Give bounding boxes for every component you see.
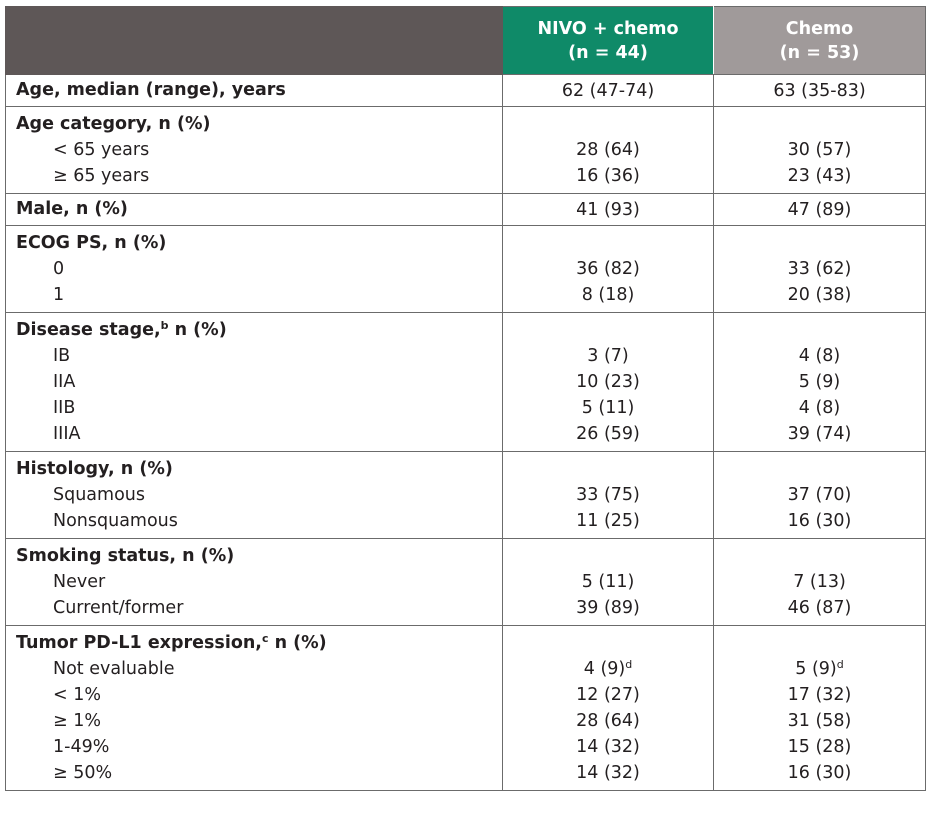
cell-chemo: 37 (70) — [787, 485, 852, 505]
cell-nivo: 5 (11) — [581, 572, 635, 592]
cell-chemo: 17 (32) — [787, 685, 852, 705]
cell-chemo: 31 (58) — [787, 711, 852, 731]
header-chemo-n: (n = 53) — [779, 42, 860, 63]
cell-chemo: 39 (74) — [787, 424, 852, 444]
table-row-male — [6, 194, 926, 226]
cell-chemo: 63 (35-83) — [714, 75, 926, 107]
sub-label: IIA — [53, 372, 76, 392]
cell-chemo: 7 (13) — [793, 572, 846, 592]
row-label: Smoking status, n (%) — [16, 546, 235, 566]
header-nivo-title: NIVO + chemo — [537, 18, 679, 39]
cell-chemo: 5 $(9)^d$ — [795, 658, 844, 679]
row-label: Age, median (range), years — [16, 80, 286, 100]
cell-nivo: 11 (25) — [576, 511, 640, 531]
cell-chemo: 16 (30) — [787, 763, 852, 783]
sub-label: IB — [53, 346, 71, 366]
header-nivo-n: (n = 44) — [568, 42, 648, 63]
cell-nivo: 10 (23) — [576, 372, 640, 392]
baseline-characteristics-table — [5, 6, 926, 791]
cell-nivo: 26 (59) — [576, 424, 640, 444]
sub-label: Current/former — [53, 598, 184, 618]
cell-nivo: 16 (36) — [576, 166, 640, 186]
sub-label: ≥ 50% — [53, 763, 113, 783]
cell-nivo: 39 (89) — [576, 598, 640, 618]
table-row-ecog — [6, 226, 926, 313]
row-label: Disease stage,$^b$ n (%) — [16, 319, 227, 340]
footnote-marker: d — [836, 658, 844, 671]
cell-chemo: 30 (57) — [787, 140, 852, 160]
cell-nivo: 5 (11) — [581, 398, 635, 418]
cell-chemo: 47 (89) — [714, 194, 926, 226]
cell-chemo: 4 (8) — [798, 346, 841, 366]
cell-chemo: 15 (28) — [787, 737, 852, 757]
header-nivo-chemo — [503, 7, 714, 75]
sub-label: 1 — [53, 285, 65, 305]
footnote-marker: b — [160, 319, 169, 332]
cell-nivo: 4 $(9)^d$ — [583, 658, 633, 679]
cell-nivo: 41 (93) — [503, 194, 714, 226]
sub-label: IIB — [53, 398, 76, 418]
cell-chemo: 5 (9) — [798, 372, 841, 392]
cell-nivo: 14 (32) — [576, 763, 640, 783]
cell-nivo: 62 (47-74) — [503, 75, 714, 107]
cell-chemo: 33 (62) — [787, 259, 852, 279]
row-label: Male, n (%) — [16, 199, 128, 219]
cell-nivo: 14 (32) — [576, 737, 640, 757]
cell-nivo: 36 (82) — [576, 259, 640, 279]
header-blank-cell — [6, 7, 503, 75]
cell-chemo: 4 (8) — [798, 398, 841, 418]
sub-label: 1-49% — [53, 737, 110, 757]
footnote-marker: c — [261, 632, 269, 645]
table-row-age-median — [6, 75, 926, 107]
header-row — [6, 7, 926, 75]
row-label: Age category, n (%) — [16, 114, 211, 134]
sub-label: 0 — [53, 259, 65, 279]
table-row-smoking — [6, 539, 926, 626]
cell-nivo: 33 (75) — [576, 485, 640, 505]
sub-label: Never — [53, 572, 106, 592]
cell-nivo: 12 (27) — [576, 685, 640, 705]
cell-nivo: 3 (7) — [587, 346, 629, 366]
cell-chemo: 16 (30) — [787, 511, 852, 531]
header-chemo — [714, 7, 926, 75]
sub-label: Squamous — [53, 485, 145, 505]
row-label: Tumor PD-L1 expression,$^c$ n (%) — [16, 632, 327, 653]
footnote-marker: d — [625, 658, 633, 671]
cell-nivo: 8 (18) — [581, 285, 635, 305]
cell-nivo: 28 (64) — [576, 140, 640, 160]
sub-label: Nonsquamous — [53, 511, 178, 531]
cell-chemo: 20 (38) — [787, 285, 852, 305]
sub-label: ≥ 65 years — [53, 166, 150, 186]
sub-label: Not evaluable — [53, 659, 175, 679]
row-label: ECOG PS, n (%) — [16, 233, 167, 253]
cell-chemo: 23 (43) — [787, 166, 852, 186]
cell-chemo: 46 (87) — [787, 598, 852, 618]
cell-nivo: 28 (64) — [576, 711, 640, 731]
header-chemo-title: Chemo — [785, 18, 854, 39]
table-row-histology — [6, 452, 926, 539]
table-row-disease-stage — [6, 313, 926, 452]
sub-label: IIIA — [53, 424, 81, 444]
sub-label: < 1% — [53, 685, 101, 705]
table-row-age-category — [6, 107, 926, 194]
sub-label: < 65 years — [53, 140, 150, 160]
row-label: Histology, n (%) — [16, 459, 173, 479]
table-row-pdl1 — [6, 626, 926, 791]
sub-label: ≥ 1% — [53, 711, 101, 731]
